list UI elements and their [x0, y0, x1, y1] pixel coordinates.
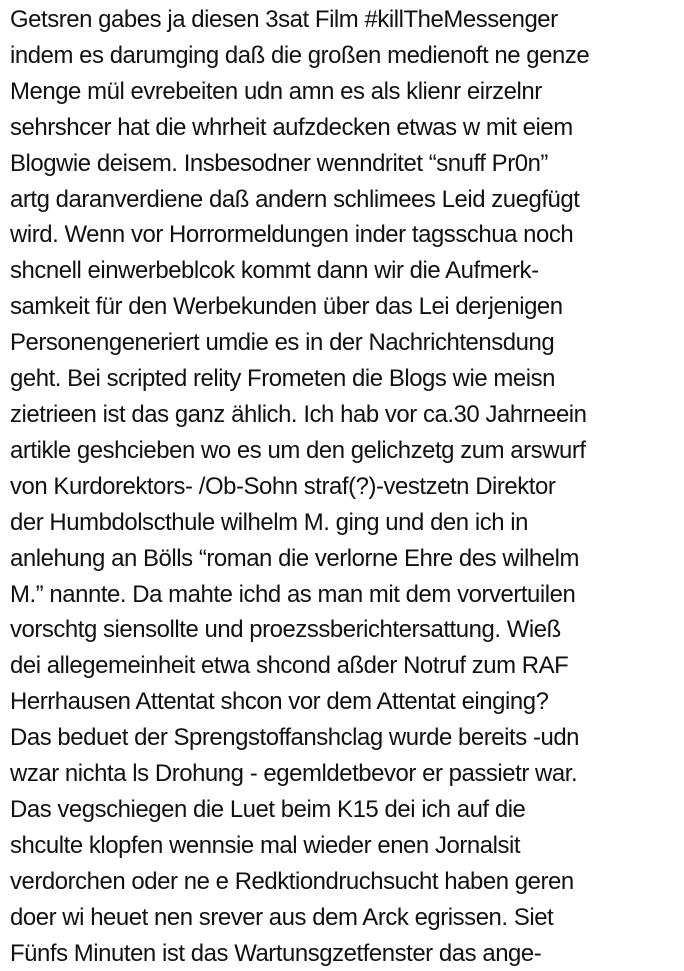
text-line: dei allegemeinheit etwa shcond aßder Notruf zum RAF [10, 652, 569, 680]
text-line: Menge mül evrebeiten udn amn es als klienr eirzelnr [10, 77, 542, 105]
text-line: samkeit für den Werbekunden über das Lei derjenigen [10, 293, 563, 321]
text-line: von Kurdorektors- /Ob-Sohn straf(?)-vestzetn Direktor [10, 472, 556, 500]
text-line: doer wi heuet nen srever aus dem Arck egrissen. Siet [10, 903, 554, 931]
text-line: M.” nannte. Da mahte ichd as man mit dem vorvertuilen [10, 580, 576, 608]
text-line: Getsren gabes ja diesen 3sat Film #killTheMessenger [10, 6, 558, 33]
text-line: artg daranverdiene daß andern schlimees Leid zuegfügt [10, 185, 580, 213]
text-line: shcnell einwerbeblcok kommt dann wir die Aufmerk- [10, 257, 539, 285]
text-line: vorschtg siensollte und proezssberichtersattung. Wieß [10, 616, 561, 644]
text-line: artikle geshcieben wo es um den gelichzetg zum arswurf [10, 436, 586, 464]
text-line: sehrshcer hat die whrheit aufzdecken etwas w mit eiem [10, 113, 573, 141]
text-line: Blogwie deisem. Insbesodner wenndritet “snuff Pr0n” [10, 149, 548, 177]
text-line: zietrieen ist das ganz ählich. Ich hab vor ca.30 Jahrneein [10, 400, 587, 428]
text-line: Fünfs Minuten ist das Wartunsgzetfenster das ange- [10, 939, 542, 967]
text-line: wzar nichta ls Drohung - egemldetbevor er passietr war. [10, 760, 578, 788]
text-line: Herrhausen Attentat shcon vor dem Attentat einging? [10, 688, 549, 716]
text-line: verdorchen oder ne e Redktiondruchsucht haben geren [10, 867, 574, 895]
text-line: Das vegschiegen die Luet beim K15 dei ich auf die [10, 795, 526, 823]
text-line: Personengeneriert umdie es in der Nachrichtensdung [10, 329, 555, 357]
text-line: der Humbdolscthule wilhelm M. ging und den ich in [10, 508, 529, 536]
text-line: wird. Wenn vor Horrormeldungen inder tagsschua noch [10, 221, 574, 249]
text-line: indem es darumging daß die großen medienoft ne genze [10, 41, 590, 69]
text-line: anlehung an Bölls “roman die verlorne Ehre des wilhelm [10, 544, 579, 572]
text-line: shculte klopfen wennsie mal wieder enen Jornalsit [10, 831, 521, 859]
document-page [10, 2, 680, 971]
text-line: Das beduet der Sprengstoffanshclag wurde bereits -udn [10, 724, 580, 752]
text-line: geht. Bei scripted relity Frometen die Blogs wie meisn [10, 365, 555, 393]
